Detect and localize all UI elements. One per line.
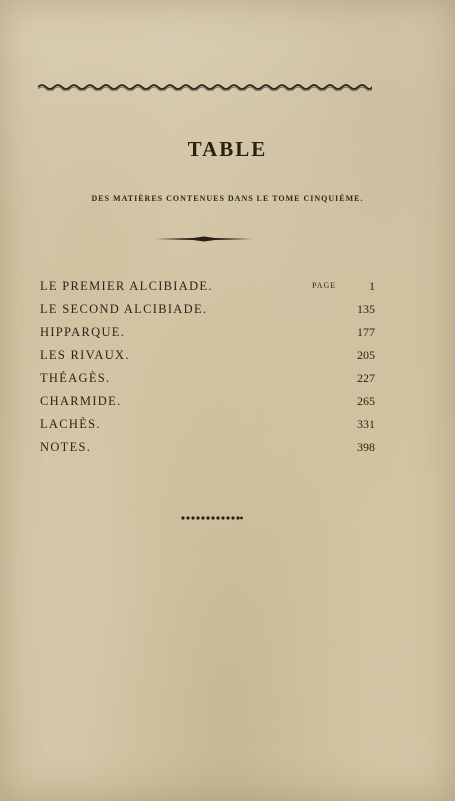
toc-entry[interactable]	[40, 345, 375, 368]
page-subtitle: DES MATIÈRES CONTENUES DANS LE TOME CINQUIÈME.	[91, 194, 364, 203]
toc-entry-title: LES RIVAUX.	[40, 348, 130, 362]
page-title: TABLE	[187, 137, 268, 161]
toc-entry-page: 205	[357, 348, 375, 362]
toc-entry-page: 398	[357, 440, 375, 454]
table-of-contents	[40, 276, 375, 460]
toc-entry[interactable]	[40, 322, 375, 345]
toc-entry-page: 135	[357, 302, 375, 316]
toc-entry-title: LE SECOND ALCIBIADE.	[40, 302, 208, 316]
toc-entry[interactable]	[40, 391, 375, 414]
toc-entry-page: 1	[369, 279, 375, 293]
toc-entry[interactable]	[40, 437, 375, 460]
toc-entry-title: LACHÈS.	[40, 417, 101, 431]
toc-entry-title: CHARMIDE.	[40, 394, 122, 408]
toc-entry[interactable]	[40, 414, 375, 437]
toc-entry[interactable]	[40, 299, 375, 322]
toc-entry-title: LE PREMIER ALCIBIADE.	[40, 279, 213, 293]
toc-entry[interactable]	[40, 368, 375, 391]
toc-entry-page: 177	[357, 325, 375, 339]
wavy-rule-ornament	[38, 83, 372, 91]
dotted-ornament	[181, 515, 243, 521]
toc-entry-page: 331	[357, 417, 375, 431]
toc-entry-title: HIPPARQUE.	[40, 325, 126, 339]
tapered-line-ornament	[155, 234, 253, 244]
toc-entry-title: NOTES.	[40, 440, 92, 454]
toc-entry-title: THÉAGÈS.	[40, 371, 111, 385]
toc-entry[interactable]	[40, 276, 375, 299]
toc-entry-page: 265	[357, 394, 375, 408]
toc-entry-page: 227	[357, 371, 375, 385]
page-label: PAGE	[312, 281, 337, 290]
